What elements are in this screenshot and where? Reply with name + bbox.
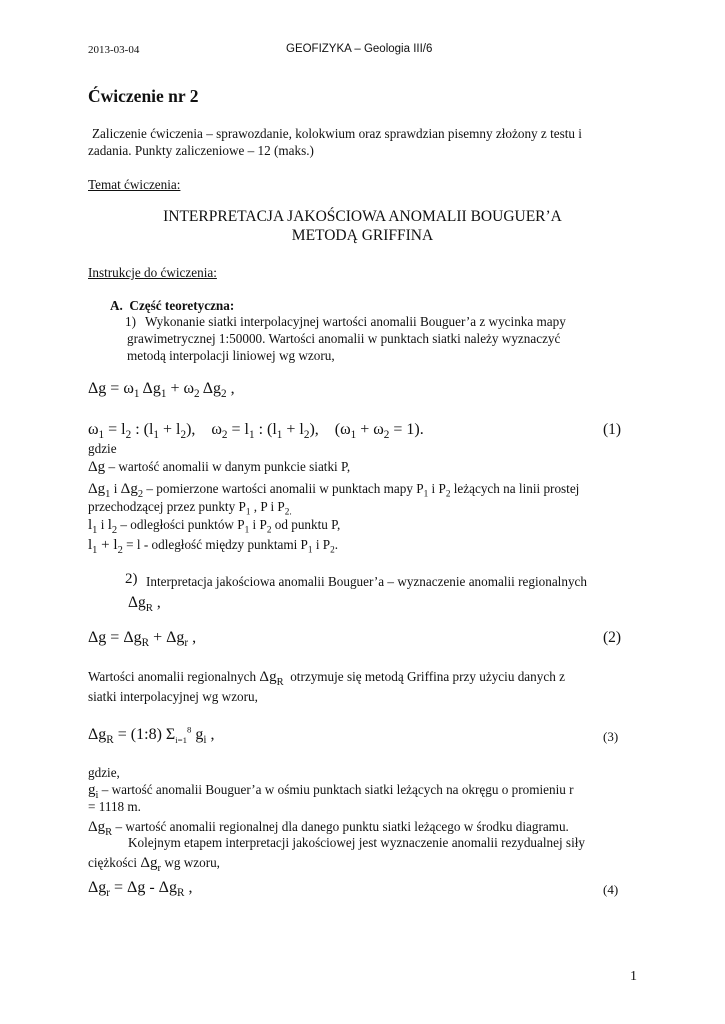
def-delta-g: Δg – wartość anomalii w danym punkcie siatki P, [88,459,351,475]
topic-line-1: INTERPRETACJA JAKOŚCIOWA ANOMALII BOUGUER’A [163,208,562,225]
intro-line-2: zadania. Punkty zaliczeniowe – 12 (maks.) [88,143,314,158]
next-step-line-2: ciężkości $\Delta g_r$ wg wzoru, [88,855,220,874]
equation-2-number: (2) [603,629,622,646]
equation-4-number: (4) [603,882,619,897]
gdzie-2: gdzie, [88,765,120,780]
equation-4: $\Delta g_r = \Delta g - \Delta g_R$ , [88,879,193,900]
header-course: GEOFIZYKA – Geologia III/6 [286,43,433,55]
regional-line-1: Wartości anomalii regionalnych $\Delta g_R$ otrzymuje się metodą Griffina przy użyciu danych z [88,669,565,688]
item1-line-1: Wykonanie siatki interpolacyjnej wartości anomalii Bouguer’a z wycinka mapy [145,314,566,329]
def-dg-line-2: przechodzącej przez punkty $P_1$ , P i $P_{2.}$ [88,499,292,517]
item2-symbol: $\Delta g_R$ , [128,594,161,615]
equation-interp: $\Delta g = \omega_1$ $\Delta g_1 + \omega_2$ $\Delta g_2$ , [88,380,235,401]
page-number: 1 [630,969,637,984]
instructions-label: Instrukcje do ćwiczenia: [88,265,217,280]
equation-2: $\Delta g = \Delta g_R + \Delta g_r$ , [88,629,197,650]
item2-text: Interpretacja jakościowa anomalii Bouguer’a – wyznaczenie anomalii regionalnych [146,574,587,589]
regional-line-2: siatki interpolacyjnej wg wzoru, [88,689,258,704]
def-gi: $g_i$ – wartość anomalii Bouguer’a w ośmiu punktach siatki leżących na okręgu o promieniu r [88,782,574,801]
def-dg1-dg2: $\Delta g_1$ i $\Delta g_2$ – pomierzone wartości anomalii w punktach mapy $P_1$ i $P_2$ leżących na linii prostej [88,481,580,500]
equation-3-number: (3) [603,729,619,744]
gdzie-1: gdzie [88,441,117,456]
item1-number: 1) [125,314,136,329]
item1-line-3: metodą interpolacji liniowej wg wzoru, [127,348,335,363]
def-l-sum: $l_1 + l_2 = l$ - odległość między punktami $P_1$ i $P_2$. [88,537,339,556]
header-date: 2013-03-04 [88,44,140,56]
intro-line-1: Zaliczenie ćwiczenia – sprawozdanie, kolokwium oraz sprawdzian pisemny złożony z testu i [92,126,582,141]
page-title: Ćwiczenie nr 2 [88,86,199,106]
topic-label: Temat ćwiczenia: [88,177,181,192]
section-a-letter: A. [110,298,123,313]
section-a-title: Część teoretyczna: [129,298,235,313]
def-dgr: $\Delta g_R$ – wartość anomalii regionalnej dla danego punktu siatki leżącego w środku diagramu. [88,819,569,838]
item2-number: 2) [125,571,138,587]
equation-1-number: (1) [603,421,622,438]
next-step-line-1: Kolejnym etapem interpretacji jakościowej jest wyznaczenie anomalii rezydualnej siły [128,835,585,850]
section-a [110,297,234,314]
equation-3: $\Delta g_R$ = (1:8) $\Sigma_{i=1}^8$ $g_i$ , [88,724,215,747]
topic-line-2: METODĄ GRIFFINA [291,227,434,244]
def-l1-l2: $l_1$ i $l_2$ – odległości punktów $P_1$ i $P_2$ od punktu P, [88,517,341,536]
equation-1: $\omega_1 = l_2$ : $(l_1 + l_2)$, $\omega_2 = l_1$ : $(l_1 + l_2)$, $(\omega_1 + \omega_2 = 1)$. [88,421,424,442]
def-gi-line-2: = 1118 m. [88,799,141,814]
item1-line-2: grawimetrycznej 1:50000. Wartości anomalii w punktach siatki należy wyznaczyć [127,331,561,346]
